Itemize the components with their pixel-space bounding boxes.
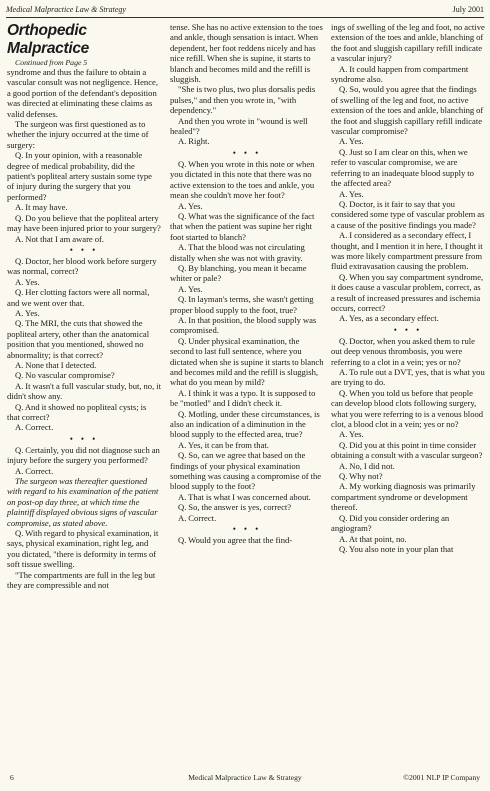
answer: A. Correct. xyxy=(15,465,54,476)
section-separator: • • • xyxy=(69,244,99,255)
answer: A. It wasn't a full vascular study, but, no, it didn't show any. xyxy=(7,380,161,402)
question: Q. The MRI, the cuts that showed the popliteal artery, other than the anatomical position that you mentioned, showed no abnormality; is that correct? xyxy=(7,318,150,360)
column-3 xyxy=(331,22,485,554)
section-separator: • • • xyxy=(69,433,99,444)
question: Q. So, can we agree that based on the findings of your physical examination something was causing a compromise of the blood supply to the foot? xyxy=(170,450,322,492)
page-number: 6 xyxy=(10,773,14,782)
question: Q. Certainly, you did not diagnose such an injury before the surgery you performed? xyxy=(7,444,160,466)
answer: A. No, I did not. xyxy=(339,460,395,471)
question: Q. Why not? xyxy=(339,471,383,482)
answer: A. That the blood was not circulating distally when she was not with gravity. xyxy=(170,242,305,263)
question: Q. So, would you agree that the findings of swelling of the leg and foot, no active extension of the toes and ankle, blanching of the foot and sluggish capillary refill indicate vascular compromise? xyxy=(331,84,484,137)
question: Q. And it showed no popliteal cysts; is that correct? xyxy=(7,401,147,422)
answer: A. That is what I was concerned about. xyxy=(178,491,311,502)
question: Q. When you told us before that people can develop blood clots following surgery, what you were referring to is a venous blood clot, a blood clot in a vein; yes or no? xyxy=(331,387,484,430)
answer: A. None that I detected. xyxy=(15,359,97,370)
question: Q. In layman's terms, she wasn't getting proper blood supply to the foot, true? xyxy=(170,294,314,315)
question: Q. So, the answer is yes, correct? xyxy=(178,502,292,513)
paragraph: syndrome and thus the failure to obtain a vascular consult was not negligence. Hence, a good portion of the defendant's deposition was directed at eliminating these claims as valid defenses. xyxy=(7,67,159,119)
answer: A. At that point, no. xyxy=(339,533,407,544)
answer: A. Correct. xyxy=(15,422,54,433)
answer: A. I think it was a typo. It is supposed to be "motled" and I didn't check it. xyxy=(170,387,316,409)
answer: A. It may have. xyxy=(15,202,68,213)
question: Q. When you wrote in this note or when you dictated in this note that there was no active extension to the toes and ankle, you mean she couldn't move her foot? xyxy=(170,158,315,201)
section-separator: • • • xyxy=(232,147,262,158)
question: Q. Would you agree that the find- xyxy=(178,535,293,546)
question: Q. Motling, under these circumstances, is also an indication of a diminution in the blood supply to the effected area, true? xyxy=(170,408,320,440)
article-title: Orthopedic Malpractice xyxy=(7,22,89,57)
answer: A. Yes. xyxy=(178,200,203,211)
question: Q. With regard to physical examination, it says, physical examination, right leg, and you dictated, "there is deformity in terms of soft tissue swelling. xyxy=(7,528,159,570)
italic-narrative: The surgeon was thereafter questioned with regard to his examination of the patient on post-op day three, at which time the plaintiff displayed obvious signs of vascular compromise, as stated above. xyxy=(7,476,159,528)
answer: A. Yes, as a secondary effect. xyxy=(339,313,439,324)
issue-date: July 2001 xyxy=(452,5,484,14)
answer: A. My working diagnosis was primarily compartment syndrome or development thereof. xyxy=(331,481,476,513)
paragraph: "She is two plus, two plus dorsalis pedis pulses," and then you wrote in, "with dependency." xyxy=(170,84,316,116)
question: Q. Doctor, is it fair to say that you considered some type of vascular problem as a cause of the positive findings you made? xyxy=(331,198,485,230)
footer-publication: Medical Malpractice Law & Strategy xyxy=(188,773,302,782)
copyright: ©2001 NLP IP Company xyxy=(403,773,480,782)
answer: A. I considered as a secondary effect, I thought, and I mention it in here, I thought it was more likely compartment pressure from fluid extravasation causing the problem. xyxy=(331,230,483,272)
question: Q. In your opinion, with a reasonable degree of medical probability, did the patient's popliteal artery sustain some type of injury during the surgery that you performed? xyxy=(7,150,152,202)
answer: A. Yes. xyxy=(15,276,40,287)
section-separator: • • • xyxy=(393,324,423,335)
continued-note: Continued from Page 5 xyxy=(15,58,88,67)
answer: A. It could happen from compartment syndrome also. xyxy=(331,63,469,85)
question: Q. Did you at this point in time consider obtaining a consult with a vascular surgeon? xyxy=(331,439,483,461)
paragraph: tense. She has no active extension to the toes and ankle, though sensation is intact. When dependent, her foot reddens nicely and has nice refill. When she is supine, it starts to blanch and becomes mild and the refill is sluggish. xyxy=(170,22,323,85)
answer: A. Yes. xyxy=(339,429,364,440)
answer: A. Yes. xyxy=(339,188,364,199)
question: Q. Did you consider ordering an angiogram? xyxy=(331,512,450,534)
question: Q. Her clotting factors were all normal, and we went over that. xyxy=(7,287,150,308)
section-separator: • • • xyxy=(232,524,262,535)
page-footer xyxy=(6,773,484,785)
answer: A. Yes. xyxy=(15,307,40,318)
paragraph: ings of swelling of the leg and foot, no active extension of the toes and ankle, blanching of the foot and sluggish capillary refill indicate a vascular injury? xyxy=(331,22,485,64)
header-rule xyxy=(6,17,484,18)
question: Q. What was the significance of the fact that when the patient was supine her right foot started to blanch? xyxy=(170,210,315,242)
answer: A. Not that I am aware of. xyxy=(15,233,105,244)
paragraph: The surgeon was first questioned as to whether the injury occurred at the time of surgery: xyxy=(7,119,149,150)
answer: A. Correct. xyxy=(178,512,217,523)
question: Q. Do you believe that the popliteal artery may have been injured prior to your surgery? xyxy=(7,212,161,234)
column-2 xyxy=(170,22,324,546)
question: Q. When you say compartment syndrome, it does cause a vascular problem, correct, as a result of increased pressures and ischemia occurs, correct? xyxy=(331,271,484,313)
question: Q. Just so I am clear on this, when we refer to vascular compromise, we are referring to an inadequate blood supply to the affected area? xyxy=(331,146,474,189)
answer: A. Yes. xyxy=(339,136,364,147)
page-header xyxy=(6,3,484,17)
question: Q. By blanching, you mean it became whiter or pale? xyxy=(170,262,307,284)
question: Q. Doctor, when you asked them to rule out deep venous thrombosis, you were referring to a clot in a vein; yes or no? xyxy=(331,335,475,367)
answer: A. To rule out a DVT, yes, that is what you are trying to do. xyxy=(331,367,485,388)
answer: A. In that position, the blood supply was compromised. xyxy=(170,314,317,336)
answer: A. Right. xyxy=(178,136,210,147)
question: Q. Doctor, her blood work before surgery was normal, correct? xyxy=(7,255,157,277)
column-1 xyxy=(7,22,161,591)
question: Q. Under physical examination, the second to last full sentence, where you dictated when she is supine it starts to blanch and becomes mild and the refill is sluggish, what do you mean by mild? xyxy=(170,335,324,388)
question: Q. No vascular compromise? xyxy=(15,370,115,381)
paragraph: And then you wrote in "wound is well healed"? xyxy=(170,115,308,137)
answer: A. Yes. xyxy=(178,283,203,294)
publication-name: Medical Malpractice Law & Strategy xyxy=(6,5,126,14)
question: Q. You also note in your plan that xyxy=(339,543,454,554)
paragraph: "The compartments are full in the leg but they are compressible and not xyxy=(7,569,156,591)
answer: A. Yes, it can be from that. xyxy=(178,439,269,450)
